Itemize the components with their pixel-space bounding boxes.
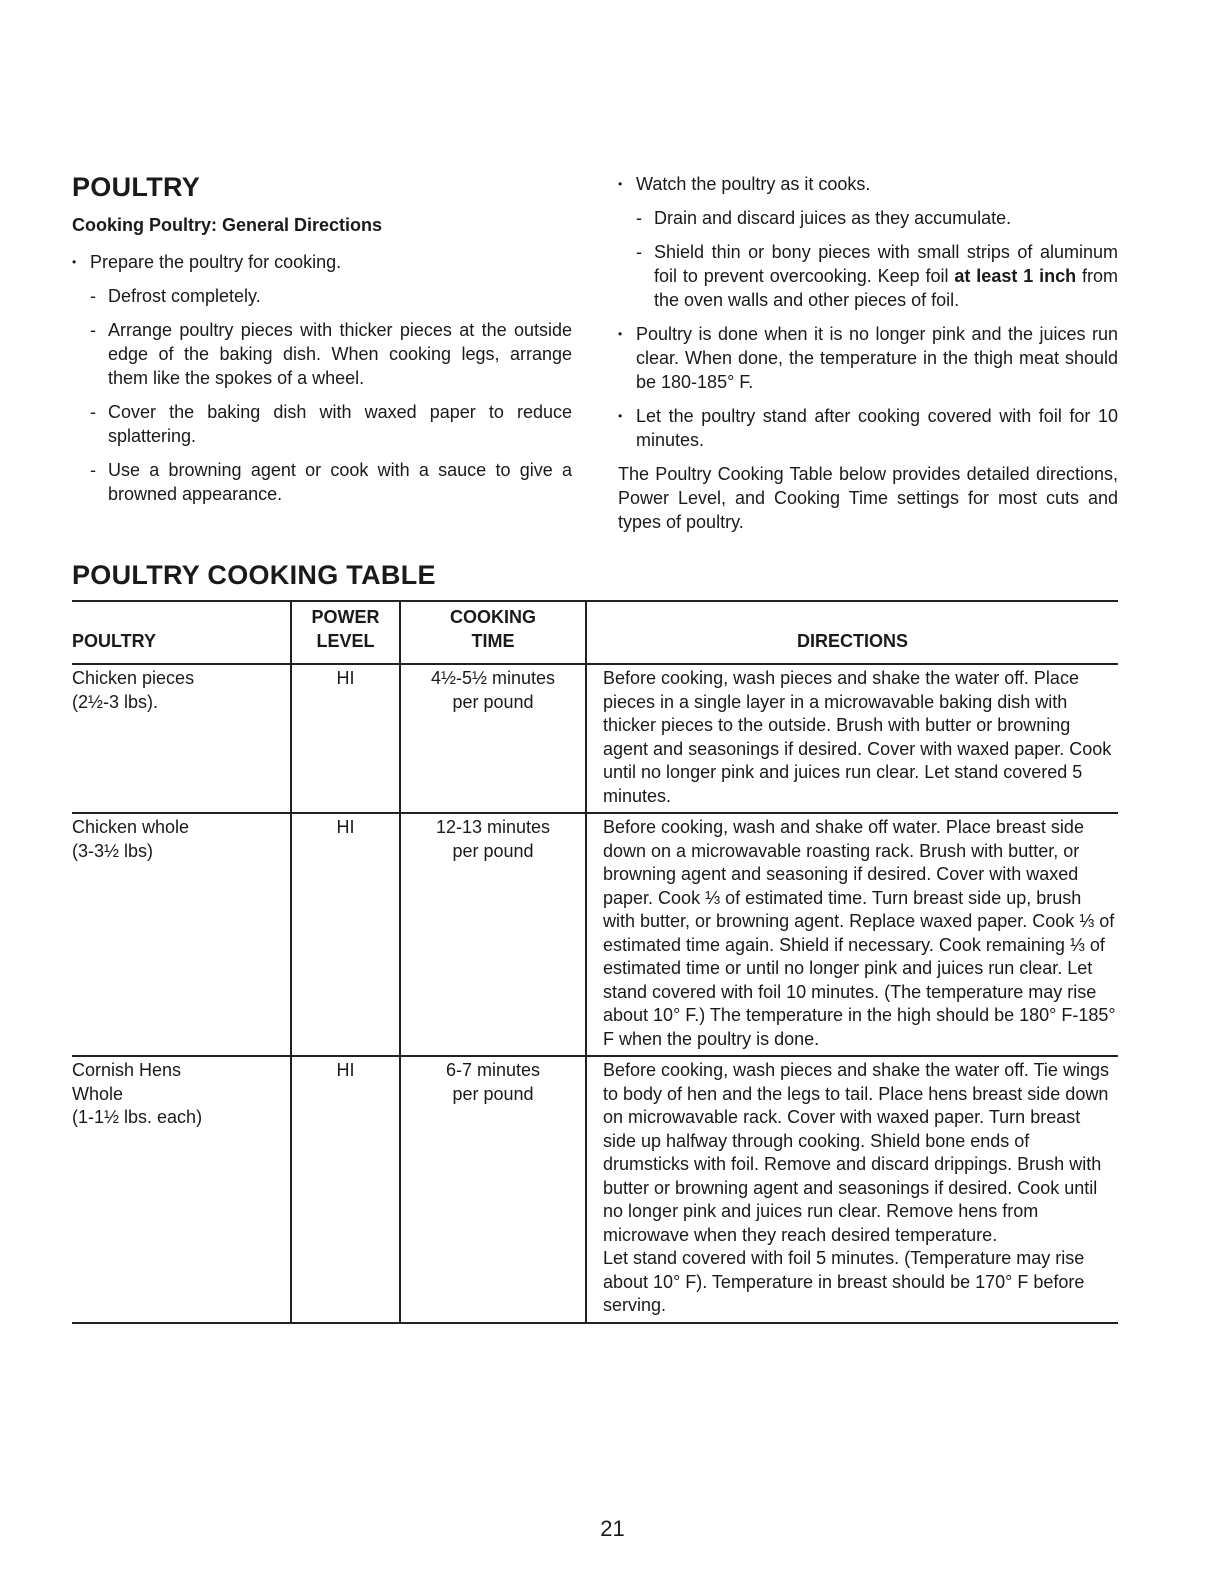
table-intro: The Poultry Cooking Table below provides detailed directions, Power Level, and Cooking Time settings for most cuts and types of poultry. [618,464,1118,532]
header-poultry: POULTRY [72,601,291,664]
table-row [72,813,1118,1056]
prep-step: - Use a browning agent or cook with a sauce to give a browned appearance. [72,458,572,506]
time-cell: 6-7 minutes per pound [400,1056,586,1323]
prep-step: - Arrange poultry pieces with thicker pieces at the outside edge of the baking dish. When cooking legs, arrange them like the spokes of a wheel. [72,318,572,390]
watch-step-shield [618,240,1118,312]
poultry-cell: Cornish Hens Whole (1-1½ lbs. each) [72,1056,291,1323]
poultry-cooking-table [72,600,1118,1324]
power-cell: HI [291,664,400,813]
watch-step: - Drain and discard juices as they accumulate. [618,206,1118,230]
table-title: POULTRY COOKING TABLE [72,560,436,590]
bullet-stand: • Let the poultry stand after cooking covered with foil for 10 minutes. [618,404,1118,452]
directions-cell: Before cooking, wash pieces and shake the water off. Place pieces in a single layer in a microwavable baking dish with thicker pieces to the outside. Brush with butter or browning agent and seasonings if desired. Cover with waxed paper. Cook until no longer pink and juices run clear. Let stand covered 5 minutes. [586,664,1118,813]
bullet-done: • Poultry is done when it is no longer pink and the juices run clear. When done, the temperature in the thigh meat should be 180-185° F. [618,322,1118,394]
page-number: 21 [600,1516,625,1541]
power-cell: HI [291,813,400,1056]
time-cell: 12-13 minutes per pound [400,813,586,1056]
bullet-prepare: • Prepare the poultry for cooking. [72,250,572,274]
header-power-level: POWER LEVEL [291,601,400,664]
shield-text-b: from the oven walls and other pieces of foil. [654,266,1118,310]
directions-cell: Before cooking, wash and shake off water. Place breast side down on a microwavable roasting rack. Brush with butter, or browning agent and seasoning if desired. Cover with waxed paper. Cook ⅓ of estimated time. Turn breast side up, brush with butter, or browning agent. Replace waxed paper. Cook ⅓ of estimated time again. Shield if necessary. Cook remaining ⅓ of estimated time or until no longer pink and juices run clear. Let stand covered with foil 10 minutes. (The temperature may rise about 10° F.) The temperature in the high should be 180° F-185° F when the poultry is done. [586,813,1118,1056]
table-row [72,664,1118,813]
power-cell: HI [291,1056,400,1323]
header-directions: DIRECTIONS [586,601,1118,664]
prep-step: - Cover the baking dish with waxed paper to reduce splattering. [72,400,572,448]
poultry-cell: Chicken whole (3-3½ lbs) [72,813,291,1056]
poultry-cell: Chicken pieces (2½-3 lbs). [72,664,291,813]
shield-text-a: Shield thin or bony pieces with small strips of aluminum foil to prevent overcooking. Keep foil [654,242,1118,286]
prep-step: - Defrost completely. [72,284,572,308]
left-column [72,172,572,516]
shield-text-bold: at least 1 inch [954,266,1077,286]
right-column [618,172,1118,534]
directions-cell: Before cooking, wash pieces and shake the water off. Tie wings to body of hen and the legs to tail. Place hens breast side down on microwavable rack. Cover with waxed paper. Turn breast side up halfway through cooking. Shield bone ends of drumsticks with foil. Remove and discard drippings. Brush with butter or browning agent and seasonings if desired. Cook until no longer pink and juices run clear. Remove hens from microwave when they reach desired temperature. Let stand covered with foil 5 minutes. (Temperature may rise about 10° F). Temperature in breast should be 170° F before serving. [586,1056,1118,1323]
header-cooking-time: COOKING TIME [400,601,586,664]
section-title: POULTRY [72,172,201,202]
section-subtitle: Cooking Poultry: General Directions [72,215,383,235]
time-cell: 4½-5½ minutes per pound [400,664,586,813]
table-header-row [72,601,1118,664]
table-row [72,1056,1118,1323]
bullet-watch: • Watch the poultry as it cooks. [618,172,1118,196]
